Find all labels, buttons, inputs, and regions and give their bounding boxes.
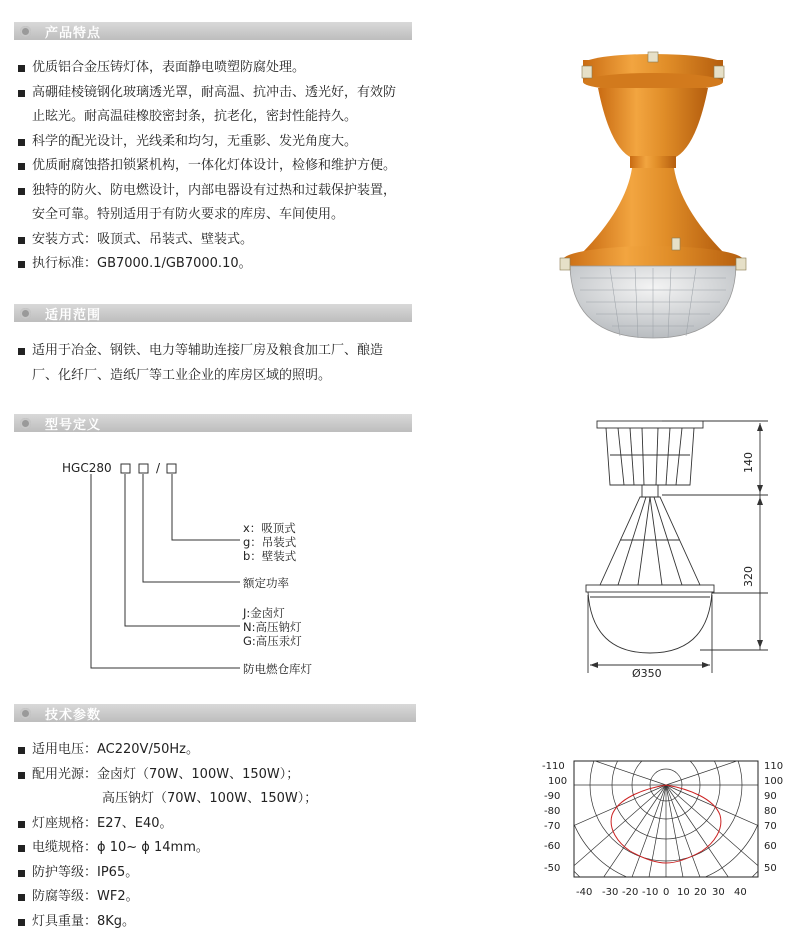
- lamp-photo: [540, 38, 770, 346]
- polar-left-label: -60: [544, 841, 561, 852]
- polar-right-label: 80: [764, 806, 777, 817]
- dim-top-label: 140: [742, 452, 755, 473]
- list-item: 安装方式：吸顶式、吊装式、壁装式。: [18, 228, 418, 253]
- dim-bottom-label: 320: [742, 566, 755, 587]
- polar-bottom-label: 0: [663, 887, 670, 898]
- list-item: 配用光源：金卤灯（70W、100W、150W）；: [18, 763, 418, 788]
- polar-left-label: -80: [544, 806, 561, 817]
- polar-left-label: -90: [544, 791, 561, 802]
- section-title: 适用范围: [45, 307, 102, 323]
- polar-left-label: -70: [544, 821, 561, 832]
- polar-right-label: 100: [764, 776, 784, 787]
- dim-width-label: Ø350: [632, 667, 662, 680]
- polar-left-label: -110: [542, 761, 565, 772]
- polar-right-label: 70: [764, 821, 777, 832]
- list-item: 灯具重量：8Kg。: [18, 910, 418, 935]
- list-item: 防护等级：IP65。: [18, 861, 418, 886]
- polar-bottom-label: 20: [694, 887, 707, 898]
- mount-option: g：吊装式: [243, 535, 297, 549]
- mount-option: b：壁装式: [243, 549, 297, 563]
- list-item: 止眩光。耐高温硅橡胶密封条，抗老化，密封性能持久。: [32, 109, 358, 124]
- model-code: HGC280: [62, 461, 112, 475]
- product-name: 防电燃仓库灯: [243, 662, 312, 676]
- section-title: 产品特点: [45, 25, 102, 41]
- mount-option: x：吸顶式: [243, 521, 296, 535]
- polar-left-label: 100: [548, 776, 568, 787]
- list-item: 防腐等级：WF2。: [18, 885, 418, 910]
- source-option: N:高压钠灯: [243, 620, 302, 634]
- polar-right-label: 60: [764, 841, 777, 852]
- polar-bottom-label: 40: [734, 887, 747, 898]
- polar-right-label: 50: [764, 863, 777, 874]
- list-item: 高压钠灯（70W、100W、150W）；: [102, 791, 318, 806]
- source-option: J:金卤灯: [243, 606, 285, 620]
- list-item: 安全可靠。特别适用于有防火要求的库房、车间使用。: [32, 207, 345, 222]
- polar-right-label: 110: [764, 761, 784, 772]
- list-item: 执行标准：GB7000.1/GB7000.10。: [18, 252, 418, 277]
- section-title: 型号定义: [45, 417, 102, 433]
- polar-bottom-label: 10: [677, 887, 690, 898]
- polar-bottom-label: -40: [576, 887, 593, 898]
- polar-bottom-label: -10: [642, 887, 659, 898]
- section-title: 技术参数: [45, 707, 102, 723]
- list-item: 电缆规格：ϕ 10~ ϕ 14mm。: [18, 836, 418, 861]
- list-item: 科学的配光设计，光线柔和均匀，无重影、发光角度大。: [18, 130, 418, 155]
- polar-right-label: 90: [764, 791, 777, 802]
- power-label: 额定功率: [243, 576, 289, 590]
- polar-left-label: -50: [544, 863, 561, 874]
- polar-bottom-label: -30: [602, 887, 619, 898]
- source-option: G:高压汞灯: [243, 634, 302, 648]
- polar-chart: [538, 755, 798, 903]
- list-item: 优质铝合金压铸灯体，表面静电喷塑防腐处理。: [18, 56, 418, 81]
- list-item: 独特的防火、防电燃设计，内部电器设有过热和过载保护装置，: [18, 179, 418, 204]
- polar-bottom-label: -20: [622, 887, 639, 898]
- list-item: 适用电压：AC220V/50Hz。: [18, 738, 418, 763]
- list-item: 优质耐腐蚀搭扣锁紧机构，一体化灯体设计，检修和维护方便。: [18, 154, 418, 179]
- polar-bottom-label: 30: [712, 887, 725, 898]
- list-item: 高硼硅棱镜钢化玻璃透光罩，耐高温、抗冲击、透光好，有效防: [18, 81, 418, 106]
- list-item: 适用于冶金、钢铁、电力等辅助连接厂房及粮食加工厂、酿造: [18, 339, 418, 364]
- model-slash: /: [156, 461, 161, 475]
- dimension-drawing: [580, 415, 780, 680]
- list-item: 灯座规格：E27、E40。: [18, 812, 418, 837]
- list-item: 厂、化纤厂、造纸厂等工业企业的库房区域的照明。: [32, 367, 332, 383]
